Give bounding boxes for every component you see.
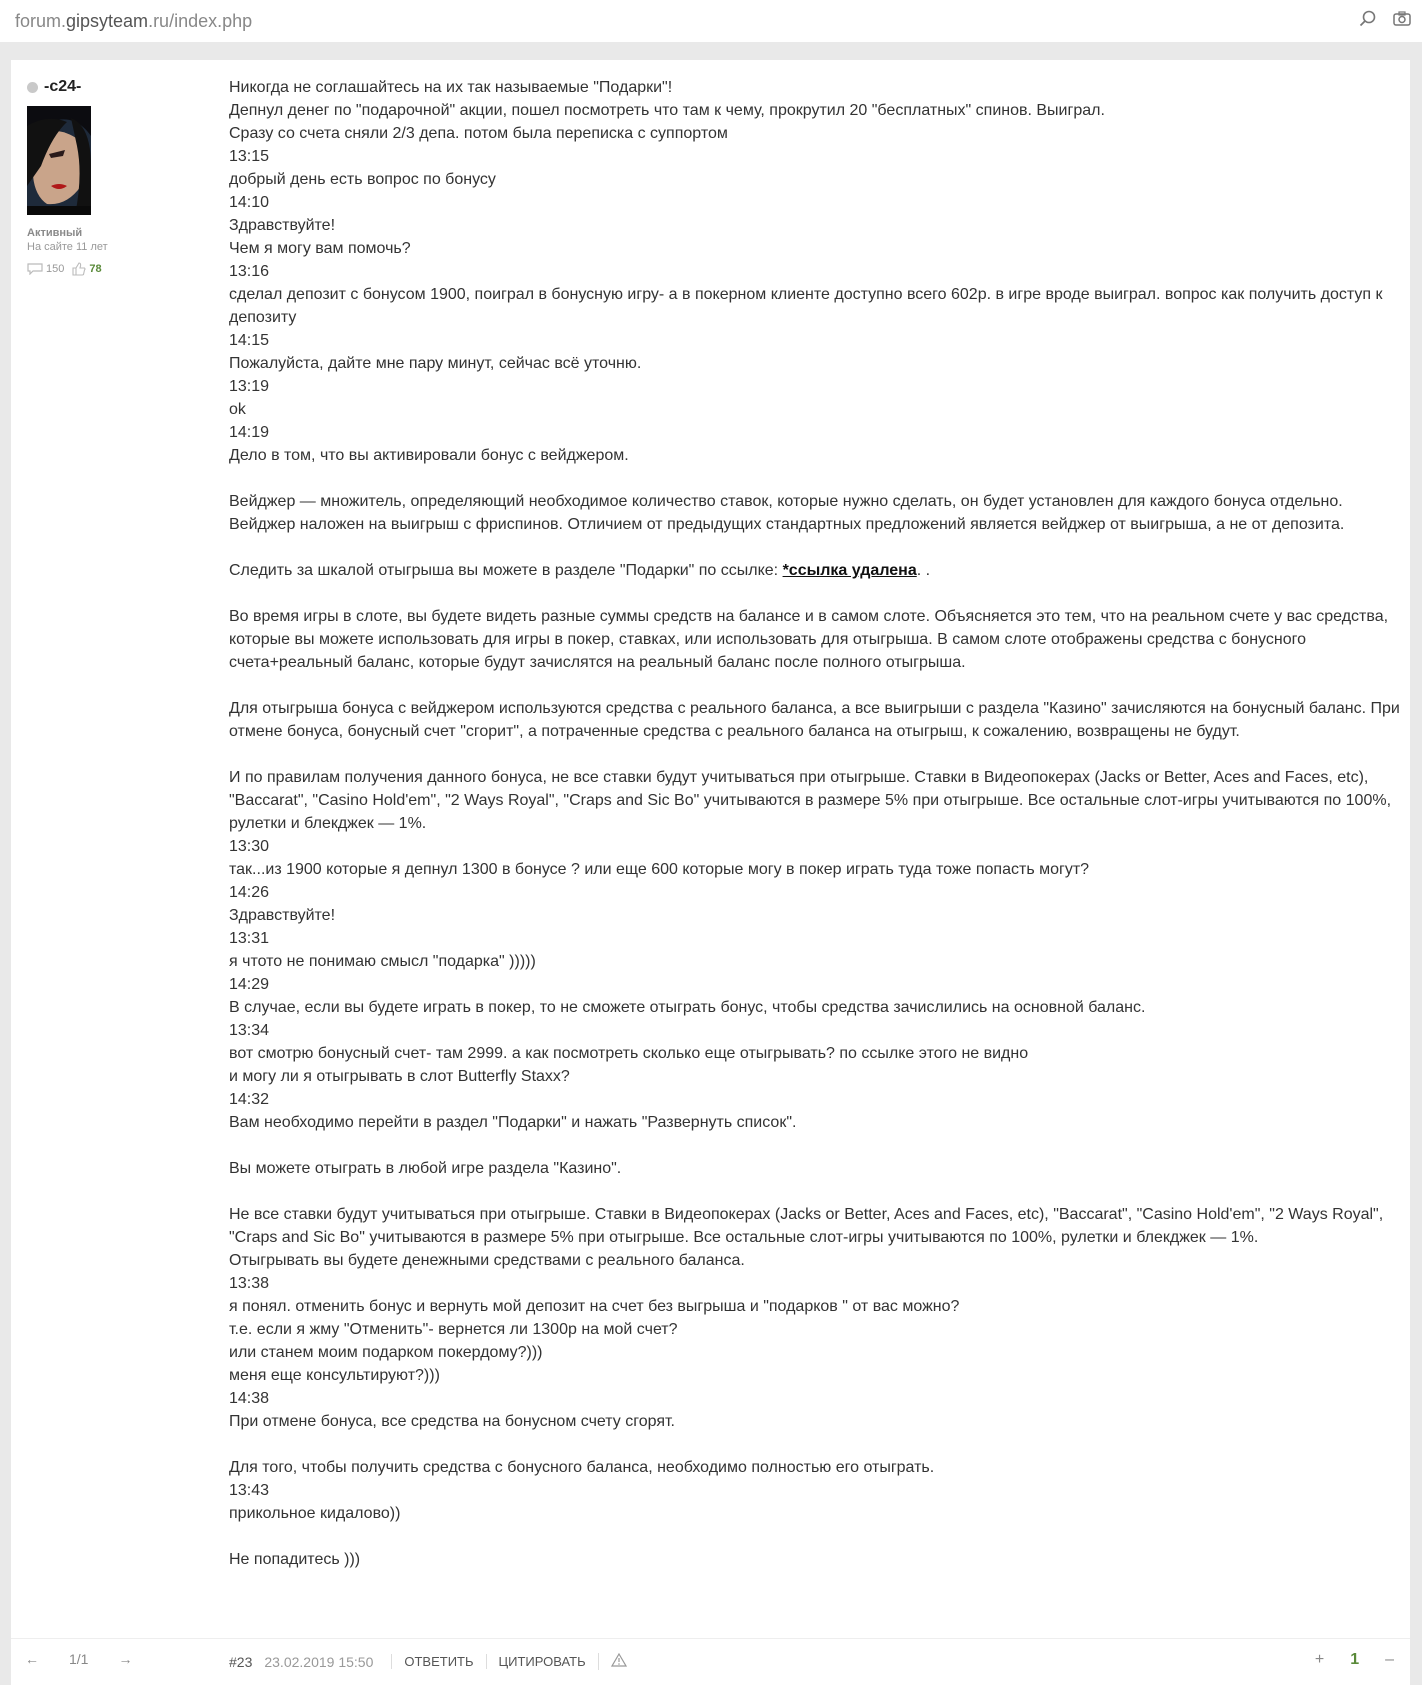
post-line: Никогда не соглашайтесь на их так называемые "Подарки"!	[229, 79, 673, 96]
removed-link[interactable]: *ссылка удалена	[782, 562, 917, 579]
post-line: Чем я могу вам помочь?	[229, 240, 411, 257]
post-line: Здравствуйте!	[229, 217, 336, 234]
blank-line	[229, 1433, 1404, 1456]
post-line: 14:32	[229, 1091, 270, 1108]
page-indicator: 1/1	[69, 1651, 89, 1667]
next-page-button[interactable]: →	[118, 1651, 133, 1667]
post-line: я понял. отменить бонус и вернуть мой депозит на счет без выгрыша и "подарков " от вас можно?	[229, 1298, 960, 1315]
post-line: 13:43	[229, 1482, 270, 1499]
post-line: вот смотрю бонусный счет- там 2999. а как посмотреть сколько еще отыгрывать? по ссылке этого не видно	[229, 1045, 1029, 1062]
link-trailing-text: . .	[916, 562, 931, 579]
url-suffix: .ru/index.php	[148, 10, 253, 31]
prev-page-button[interactable]: ←	[25, 1651, 39, 1667]
post-line: 14:15	[229, 332, 270, 349]
post-count-value: 150	[46, 263, 65, 275]
like-count[interactable]	[72, 262, 101, 276]
post-line: и могу ли я отыгрывать в слот Butterfly Staxx?	[229, 1068, 570, 1085]
comment-icon	[27, 263, 43, 275]
post-line: Дело в том, что вы активировали бонус с вейджером.	[229, 447, 629, 464]
like-count-value: 78	[89, 263, 102, 275]
warning-icon	[611, 1653, 627, 1667]
forum-post	[11, 60, 1410, 1685]
upvote-button[interactable]: +	[1314, 1651, 1325, 1668]
post-count[interactable]	[27, 263, 64, 275]
post-line: 13:30	[229, 838, 270, 855]
post-line: или станем моим подарком покердому?)))	[229, 1344, 543, 1361]
author-name[interactable]: -c24-	[44, 78, 82, 95]
post-line: Не все ставки будут учитываться при отыгрыше. Ставки в Видеопокерах (Jacks or Better, Aces and Faces, etc), "Baccarat", "Casino Hold'em", "2 Ways Royal", "Craps and Sic Bo" учитываются в размере 5% при отыгрыше. Все остальные слот-игры учитываются по 100%, рулетки и блекджек — 1%.	[229, 1206, 1388, 1246]
post-line: 14:29	[229, 976, 270, 993]
post-line: 14:38	[229, 1390, 270, 1407]
post-line: меня еще консультируют?)))	[229, 1367, 440, 1384]
post-line: сделал депозит с бонусом 1900, поиграл в бонусную игру- а в покерном клиенте доступно всего 602р. в игре вроде выиграл. вопрос как получить доступ к депозиту	[229, 286, 1387, 326]
blank-line	[229, 1180, 1404, 1203]
post-line: При отмене бонуса, все средства на бонусном счету сгорят.	[229, 1413, 675, 1430]
post-line: Во время игры в слоте, вы будете видеть разные суммы средств на балансе и в самом слоте. Объясняется это тем, что на реальном счете у вас средства, которые вы можете использовать для игры в покер, ставках, или использовать для отыгрыша. В самом слоте отображены средства с бонусного счета+реальный баланс, которые будут зачислятся на реальный баланс после полного отыгрыша.	[229, 608, 1393, 671]
post-line: Для того, чтобы получить средства с бонусного баланса, необходимо полностью его отыграть.	[229, 1459, 935, 1476]
blank-line	[229, 743, 1404, 766]
url-host: gipsyteam	[66, 10, 149, 31]
post-line: Пожалуйста, дайте мне пару минут, сейчас всё уточню.	[229, 355, 642, 372]
search-icon[interactable]	[1358, 9, 1378, 29]
post-line: добрый день есть вопрос по бонусу	[229, 171, 496, 188]
report-button[interactable]	[598, 1653, 639, 1670]
downvote-button[interactable]: –	[1385, 1651, 1394, 1668]
post-line: 14:19	[229, 424, 270, 441]
post-line: 13:34	[229, 1022, 270, 1039]
post-footer	[11, 1638, 1410, 1683]
post-line-text: Следить за шкалой отыгрыша вы можете в разделе "Подарки" по ссылке:	[229, 562, 783, 579]
post-line: я чтото не понимаю смысл "подарка" )))))	[229, 953, 536, 970]
post-line: Вейджер — множитель, определяющий необходимое количество ставок, которые нужно сделать, он будет установлен для каждого бонуса отдельно. Вейджер наложен на выигрыш с фриспинов. Отличием от предыдущих стандартных предложений является вейджер от выигрыша, а не от депозита.	[229, 493, 1348, 533]
post-line: 13:15	[229, 148, 270, 165]
url-prefix: forum.	[15, 10, 67, 31]
blank-line	[229, 1134, 1404, 1157]
blank-line	[229, 1525, 1404, 1548]
post-line: Не попадитесь )))	[229, 1551, 361, 1568]
post-line: Вам необходимо перейти в раздел "Подарки" и нажать "Развернуть список".	[229, 1114, 797, 1131]
post-line: Отыгрывать вы будете денежными средствами с реального баланса.	[229, 1252, 745, 1269]
blank-line	[229, 467, 1404, 490]
post-line: ok	[229, 401, 246, 418]
user-role: Активный	[27, 227, 83, 239]
post-line: 13:38	[229, 1275, 270, 1292]
post-line: И по правилам получения данного бонуса, не все ставки будут учитываться при отыгрыше. Ставки в Видеопокерах (Jacks or Better, Aces and Faces, etc), "Baccarat", "Casino Hold'em", "2 Ways Royal", "Craps and Sic Bo" учитываются в размере 5% при отыгрыше. Все остальные слот-игры учитываются по 100%, рулетки и блекджек — 1%.	[229, 769, 1396, 832]
post-date: 23.02.2019 15:50	[264, 1653, 374, 1670]
avatar[interactable]	[27, 106, 91, 215]
offline-status-icon	[27, 82, 38, 93]
post-line: 14:26	[229, 884, 270, 901]
address-bar[interactable]	[0, 0, 1422, 42]
url-text[interactable]	[15, 11, 252, 32]
post-line: Депнул денег по "подарочной" акции, пошел посмотреть что там к чему, прокрутил 20 "бесплатных" спинов. Выиграл.	[229, 102, 1105, 119]
post-line: В случае, если вы будете играть в покер, то не сможете отыграть бонус, чтобы средства зачислились на основной баланс.	[229, 999, 1146, 1016]
post-line: 13:31	[229, 930, 270, 947]
post-number[interactable]: #23	[229, 1653, 253, 1670]
post-line: 13:19	[229, 378, 270, 395]
post-line: 14:10	[229, 194, 270, 211]
thumbs-up-icon	[72, 262, 86, 276]
camera-icon[interactable]	[1392, 9, 1412, 29]
author-panel	[27, 78, 207, 276]
reply-button[interactable]: ОТВЕТИТЬ	[391, 1654, 485, 1669]
post-line: 13:16	[229, 263, 270, 280]
blank-line	[229, 674, 1404, 697]
user-since: На сайте 11 лет	[27, 241, 108, 253]
post-line: Сразу со счета сняли 2/3 депа. потом была переписка с суппортом	[229, 125, 728, 142]
blank-line	[229, 536, 1404, 559]
blank-line	[229, 582, 1404, 605]
post-body	[229, 76, 1404, 1571]
post-line: Для отыгрыша бонуса с вейджером используются средства с реального баланса, а все выигрыши с раздела "Казино" зачисляются на бонусный баланс. При отмене бонуса, бонусный счет "сгорит", а потраченные средства с реального баланса на отыгрыш, к сожалению, возвращены не будут.	[229, 700, 1405, 740]
quote-button[interactable]: ЦИТИРОВАТЬ	[486, 1654, 598, 1669]
post-line: т.е. если я жму "Отменить"- вернется ли 1300р на мой счет?	[229, 1321, 678, 1338]
post-line	[229, 559, 1404, 582]
post-line: Здравствуйте!	[229, 907, 336, 924]
post-line: прикольное кидалово))	[229, 1505, 401, 1522]
post-line: так...из 1900 которые я депнул 1300 в бонусе ? или еще 600 которые могу в покер играть туда тоже попасть могут?	[229, 861, 1090, 878]
rating-score: 1	[1350, 1651, 1360, 1668]
post-line: Вы можете отыграть в любой игре раздела "Казино".	[229, 1160, 622, 1177]
